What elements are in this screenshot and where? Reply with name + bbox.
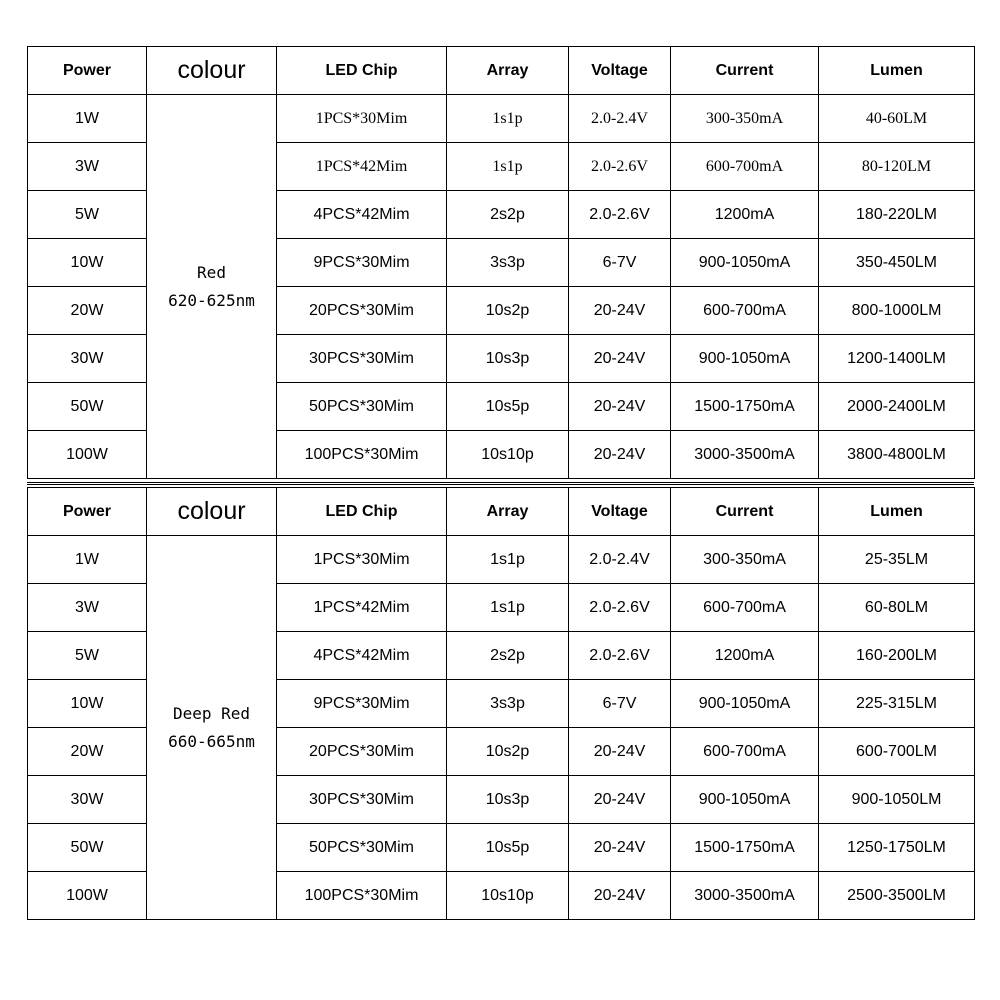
array-cell: 1s1p	[447, 143, 569, 191]
lumen-cell: 800-1000LM	[819, 287, 975, 335]
voltage-cell: 2.0-2.4V	[569, 95, 671, 143]
array-cell: 10s2p	[447, 728, 569, 776]
lumen-cell: 80-120LM	[819, 143, 975, 191]
current-cell: 300-350mA	[671, 95, 819, 143]
voltage-cell: 20-24V	[569, 287, 671, 335]
array-cell: 10s2p	[447, 287, 569, 335]
voltage-cell: 20-24V	[569, 824, 671, 872]
lumen-cell: 2000-2400LM	[819, 383, 975, 431]
colour-wavelength: 660-665nm	[168, 731, 255, 751]
header-voltage: Voltage	[569, 47, 671, 95]
current-cell: 1500-1750mA	[671, 824, 819, 872]
current-cell: 600-700mA	[671, 287, 819, 335]
array-cell: 10s3p	[447, 335, 569, 383]
array-cell: 10s5p	[447, 383, 569, 431]
power-cell: 5W	[28, 191, 147, 239]
power-cell: 30W	[28, 776, 147, 824]
array-cell: 2s2p	[447, 632, 569, 680]
power-cell: 100W	[28, 872, 147, 920]
voltage-cell: 20-24V	[569, 776, 671, 824]
colour-cell	[147, 95, 277, 479]
lumen-cell: 1250-1750LM	[819, 824, 975, 872]
voltage-cell: 2.0-2.6V	[569, 143, 671, 191]
current-cell: 3000-3500mA	[671, 431, 819, 479]
header-colour: colour	[147, 488, 277, 536]
chip-cell: 50PCS*30Mim	[277, 383, 447, 431]
array-cell: 10s10p	[447, 872, 569, 920]
chip-cell: 4PCS*42Mim	[277, 632, 447, 680]
power-cell: 3W	[28, 143, 147, 191]
current-cell: 900-1050mA	[671, 776, 819, 824]
voltage-cell: 2.0-2.4V	[569, 536, 671, 584]
header-row	[28, 47, 975, 95]
chip-cell: 100PCS*30Mim	[277, 872, 447, 920]
power-cell: 30W	[28, 335, 147, 383]
power-cell: 5W	[28, 632, 147, 680]
power-cell: 10W	[28, 680, 147, 728]
header-current: Current	[671, 47, 819, 95]
voltage-cell: 20-24V	[569, 872, 671, 920]
header-power: Power	[28, 47, 147, 95]
current-cell: 1200mA	[671, 191, 819, 239]
array-cell: 10s10p	[447, 431, 569, 479]
current-cell: 600-700mA	[671, 728, 819, 776]
current-cell: 3000-3500mA	[671, 872, 819, 920]
deep-red-table-body	[28, 536, 975, 920]
red-table-body	[28, 95, 975, 479]
power-cell: 20W	[28, 728, 147, 776]
red-spec-table	[27, 46, 975, 479]
array-cell: 3s3p	[447, 239, 569, 287]
header-lumen: Lumen	[819, 47, 975, 95]
lumen-cell: 3800-4800LM	[819, 431, 975, 479]
lumen-cell: 225-315LM	[819, 680, 975, 728]
colour-wavelength: 620-625nm	[168, 290, 255, 310]
colour-cell	[147, 536, 277, 920]
lumen-cell: 160-200LM	[819, 632, 975, 680]
voltage-cell: 20-24V	[569, 335, 671, 383]
header-colour: colour	[147, 47, 277, 95]
colour-name: Deep Red	[172, 703, 251, 723]
voltage-cell: 6-7V	[569, 680, 671, 728]
deep-red-spec-table	[27, 487, 975, 920]
voltage-cell: 2.0-2.6V	[569, 584, 671, 632]
lumen-cell: 180-220LM	[819, 191, 975, 239]
voltage-cell: 2.0-2.6V	[569, 191, 671, 239]
power-cell: 50W	[28, 824, 147, 872]
current-cell: 300-350mA	[671, 536, 819, 584]
current-cell: 900-1050mA	[671, 335, 819, 383]
header-led-chip: LED Chip	[277, 488, 447, 536]
array-cell: 1s1p	[447, 536, 569, 584]
lumen-cell: 25-35LM	[819, 536, 975, 584]
voltage-cell: 2.0-2.6V	[569, 632, 671, 680]
chip-cell: 9PCS*30Mim	[277, 680, 447, 728]
chip-cell: 100PCS*30Mim	[277, 431, 447, 479]
voltage-cell: 20-24V	[569, 728, 671, 776]
voltage-cell: 20-24V	[569, 383, 671, 431]
current-cell: 900-1050mA	[671, 239, 819, 287]
header-array: Array	[447, 488, 569, 536]
chip-cell: 50PCS*30Mim	[277, 824, 447, 872]
array-cell: 10s3p	[447, 776, 569, 824]
table-row	[28, 95, 975, 143]
power-cell: 1W	[28, 95, 147, 143]
array-cell: 2s2p	[447, 191, 569, 239]
power-cell: 20W	[28, 287, 147, 335]
lumen-cell: 900-1050LM	[819, 776, 975, 824]
chip-cell: 9PCS*30Mim	[277, 239, 447, 287]
chip-cell: 30PCS*30Mim	[277, 776, 447, 824]
header-lumen: Lumen	[819, 488, 975, 536]
voltage-cell: 6-7V	[569, 239, 671, 287]
chip-cell: 20PCS*30Mim	[277, 728, 447, 776]
current-cell: 1500-1750mA	[671, 383, 819, 431]
power-cell: 100W	[28, 431, 147, 479]
current-cell: 600-700mA	[671, 584, 819, 632]
lumen-cell: 600-700LM	[819, 728, 975, 776]
lumen-cell: 60-80LM	[819, 584, 975, 632]
header-current: Current	[671, 488, 819, 536]
power-cell: 10W	[28, 239, 147, 287]
current-cell: 600-700mA	[671, 143, 819, 191]
colour-name: Red	[197, 262, 226, 282]
array-cell: 1s1p	[447, 95, 569, 143]
current-cell: 1200mA	[671, 632, 819, 680]
chip-cell: 1PCS*42Mim	[277, 584, 447, 632]
header-row	[28, 488, 975, 536]
header-array: Array	[447, 47, 569, 95]
header-power: Power	[28, 488, 147, 536]
array-cell: 3s3p	[447, 680, 569, 728]
current-cell: 900-1050mA	[671, 680, 819, 728]
voltage-cell: 20-24V	[569, 431, 671, 479]
lumen-cell: 1200-1400LM	[819, 335, 975, 383]
header-led-chip: LED Chip	[277, 47, 447, 95]
chip-cell: 30PCS*30Mim	[277, 335, 447, 383]
power-cell: 1W	[28, 536, 147, 584]
lumen-cell: 2500-3500LM	[819, 872, 975, 920]
chip-cell: 1PCS*42Mim	[277, 143, 447, 191]
chip-cell: 1PCS*30Mim	[277, 95, 447, 143]
array-cell: 1s1p	[447, 584, 569, 632]
chip-cell: 4PCS*42Mim	[277, 191, 447, 239]
chip-cell: 1PCS*30Mim	[277, 536, 447, 584]
table-divider	[27, 482, 974, 485]
power-cell: 3W	[28, 584, 147, 632]
table-row	[28, 536, 975, 584]
chip-cell: 20PCS*30Mim	[277, 287, 447, 335]
lumen-cell: 350-450LM	[819, 239, 975, 287]
power-cell: 50W	[28, 383, 147, 431]
array-cell: 10s5p	[447, 824, 569, 872]
header-voltage: Voltage	[569, 488, 671, 536]
lumen-cell: 40-60LM	[819, 95, 975, 143]
